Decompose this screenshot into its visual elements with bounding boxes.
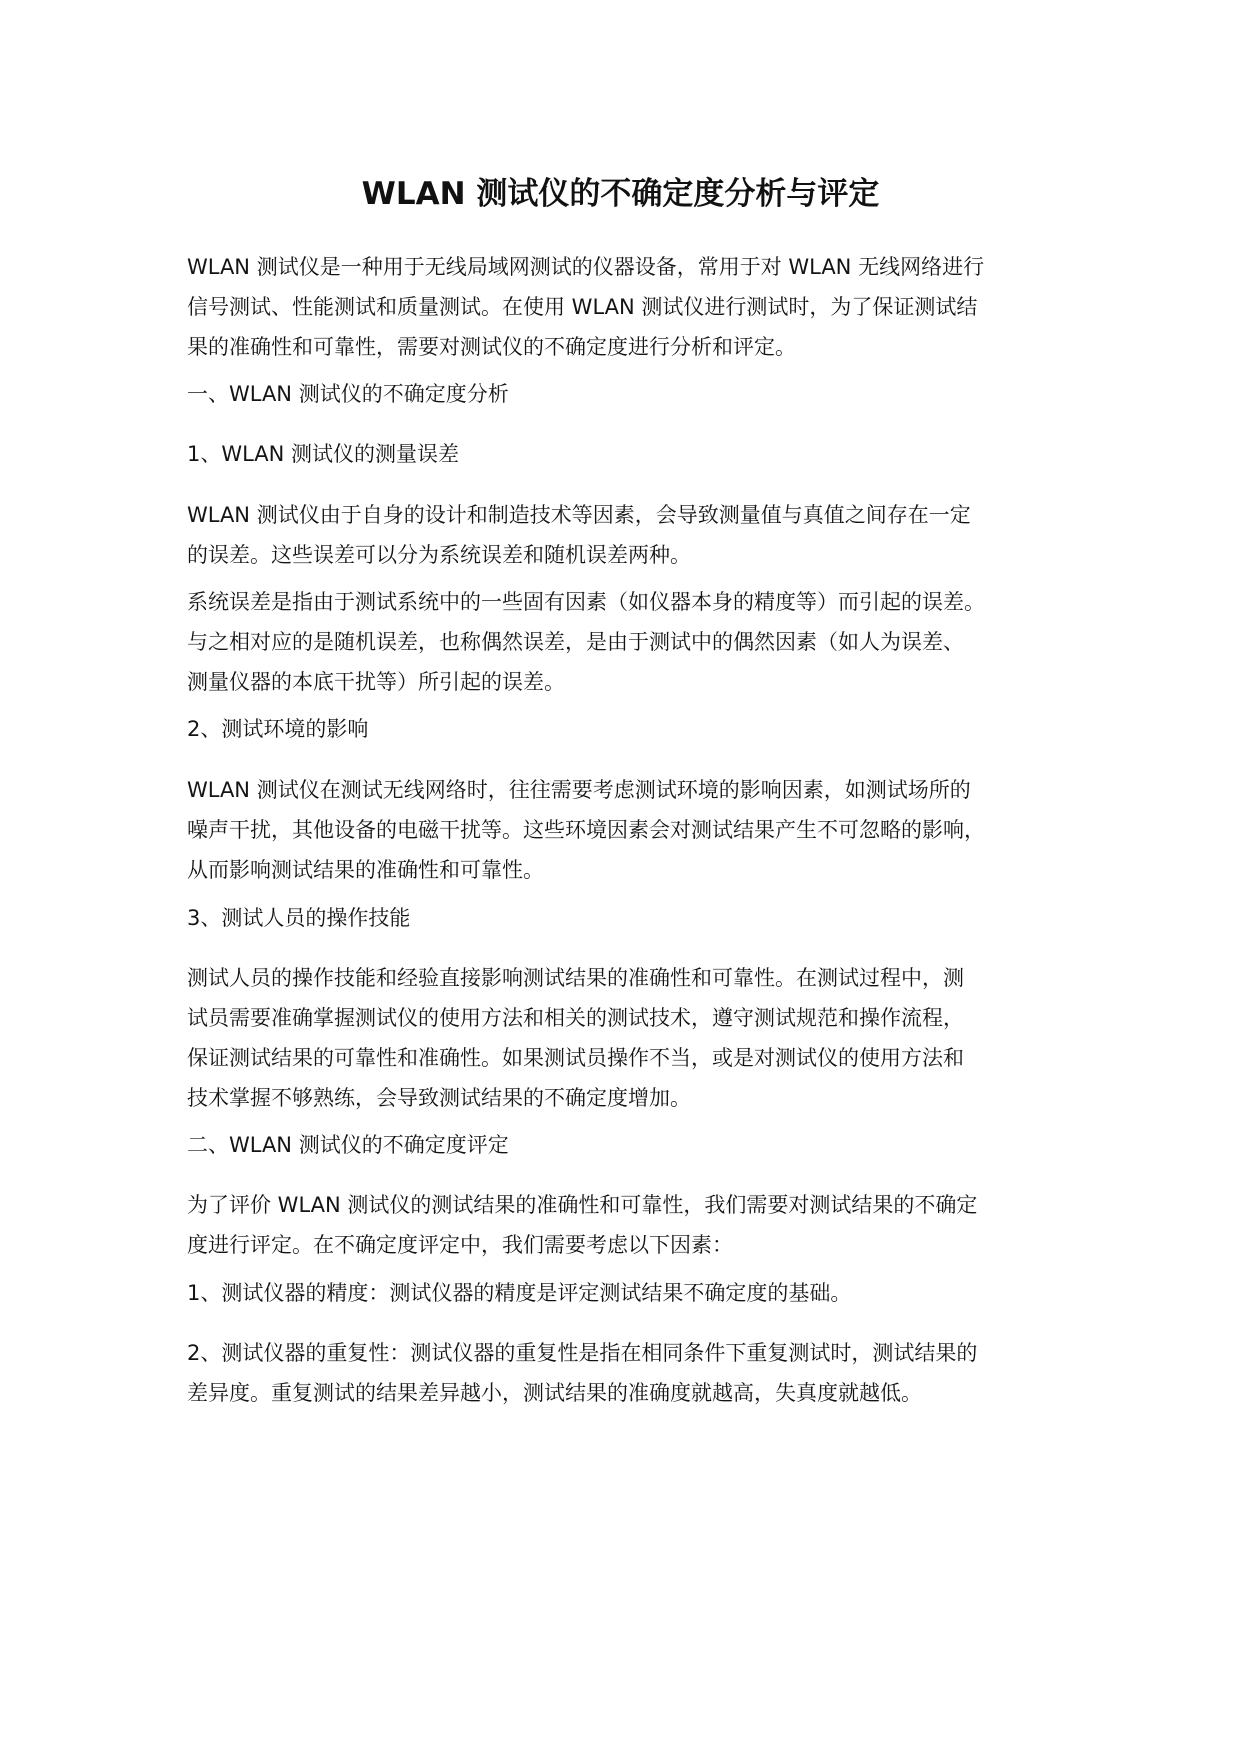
text-line: WLAN 测试仪由于自身的设计和制造技术等因素，会导致测量值与真值之间存在一定	[187, 503, 971, 527]
text-line: 度进行评定。在不确定度评定中，我们需要考虑以下因素：	[187, 1233, 733, 1257]
paragraph-evaluation-intro	[187, 1185, 977, 1265]
text-line: 信号测试、性能测试和质量测试。在使用 WLAN 测试仪进行测试时，为了保证测试结	[187, 295, 978, 319]
text-line: 与之相对应的是随机误差，也称偶然误差，是由于测试中的偶然因素（如人为误差、	[187, 630, 964, 654]
heading-text: 1、WLAN 测试仪的测量误差	[187, 442, 460, 466]
paragraph-instrument-accuracy	[187, 1273, 851, 1313]
subsection-heading-1-2	[187, 709, 368, 749]
text-line: 测量仪器的本底干扰等）所引起的误差。	[187, 670, 565, 694]
text-line: 从而影响测试结果的准确性和可靠性。	[187, 858, 544, 882]
text-line: 测试人员的操作技能和经验直接影响测试结果的准确性和可靠性。在测试过程中，测	[187, 966, 964, 990]
paragraph-operator-skill	[187, 958, 964, 1118]
heading-text: 二、WLAN 测试仪的不确定度评定	[187, 1133, 509, 1157]
text-line: 差异度。重复测试的结果差异越小，测试结果的准确度就越高，失真度就越低。	[187, 1381, 922, 1405]
subsection-heading-1-3	[187, 898, 410, 938]
text-line: 果的准确性和可靠性，需要对测试仪的不确定度进行分析和评定。	[187, 335, 796, 359]
text-line: 系统误差是指由于测试系统中的一些固有因素（如仪器本身的精度等）而引起的误差。	[187, 590, 985, 614]
section-heading-2	[187, 1125, 509, 1165]
paragraph-environment	[187, 770, 985, 890]
text-line: 1、测试仪器的精度：测试仪器的精度是评定测试结果不确定度的基础。	[187, 1281, 852, 1305]
heading-text: 3、测试人员的操作技能	[187, 906, 411, 930]
paragraph-instrument-repeatability	[187, 1333, 977, 1413]
text-line: 技术掌握不够熟练，会导致测试结果的不确定度增加。	[187, 1086, 691, 1110]
heading-text: 一、WLAN 测试仪的不确定度分析	[187, 382, 509, 406]
text-line: 2、测试仪器的重复性：测试仪器的重复性是指在相同条件下重复测试时，测试结果的	[187, 1341, 978, 1365]
text-line: WLAN 测试仪在测试无线网络时，往往需要考虑测试环境的影响因素，如测试场所的	[187, 778, 971, 802]
text-line: 试员需要准确掌握测试仪的使用方法和相关的测试技术，遵守测试规范和操作流程，	[187, 1006, 964, 1030]
heading-text: 2、测试环境的影响	[187, 717, 369, 741]
paragraph-error-types	[187, 582, 985, 702]
section-heading-1	[187, 374, 509, 414]
text-line: 的误差。这些误差可以分为系统误差和随机误差两种。	[187, 543, 691, 567]
paragraph-measurement-error	[187, 495, 971, 575]
text-line: WLAN 测试仪是一种用于无线局域网测试的仪器设备，常用于对 WLAN 无线网络进行	[187, 255, 985, 279]
subsection-heading-1-1	[187, 434, 459, 474]
document-title: WLAN 测试仪的不确定度分析与评定	[361, 176, 880, 212]
intro-paragraph	[187, 247, 984, 367]
text-line: 为了评价 WLAN 测试仪的测试结果的准确性和可靠性，我们需要对测试结果的不确定	[187, 1193, 978, 1217]
text-line: 噪声干扰，其他设备的电磁干扰等。这些环境因素会对测试结果产生不可忽略的影响，	[187, 818, 985, 842]
text-line: 保证测试结果的可靠性和准确性。如果测试员操作不当，或是对测试仪的使用方法和	[187, 1046, 964, 1070]
